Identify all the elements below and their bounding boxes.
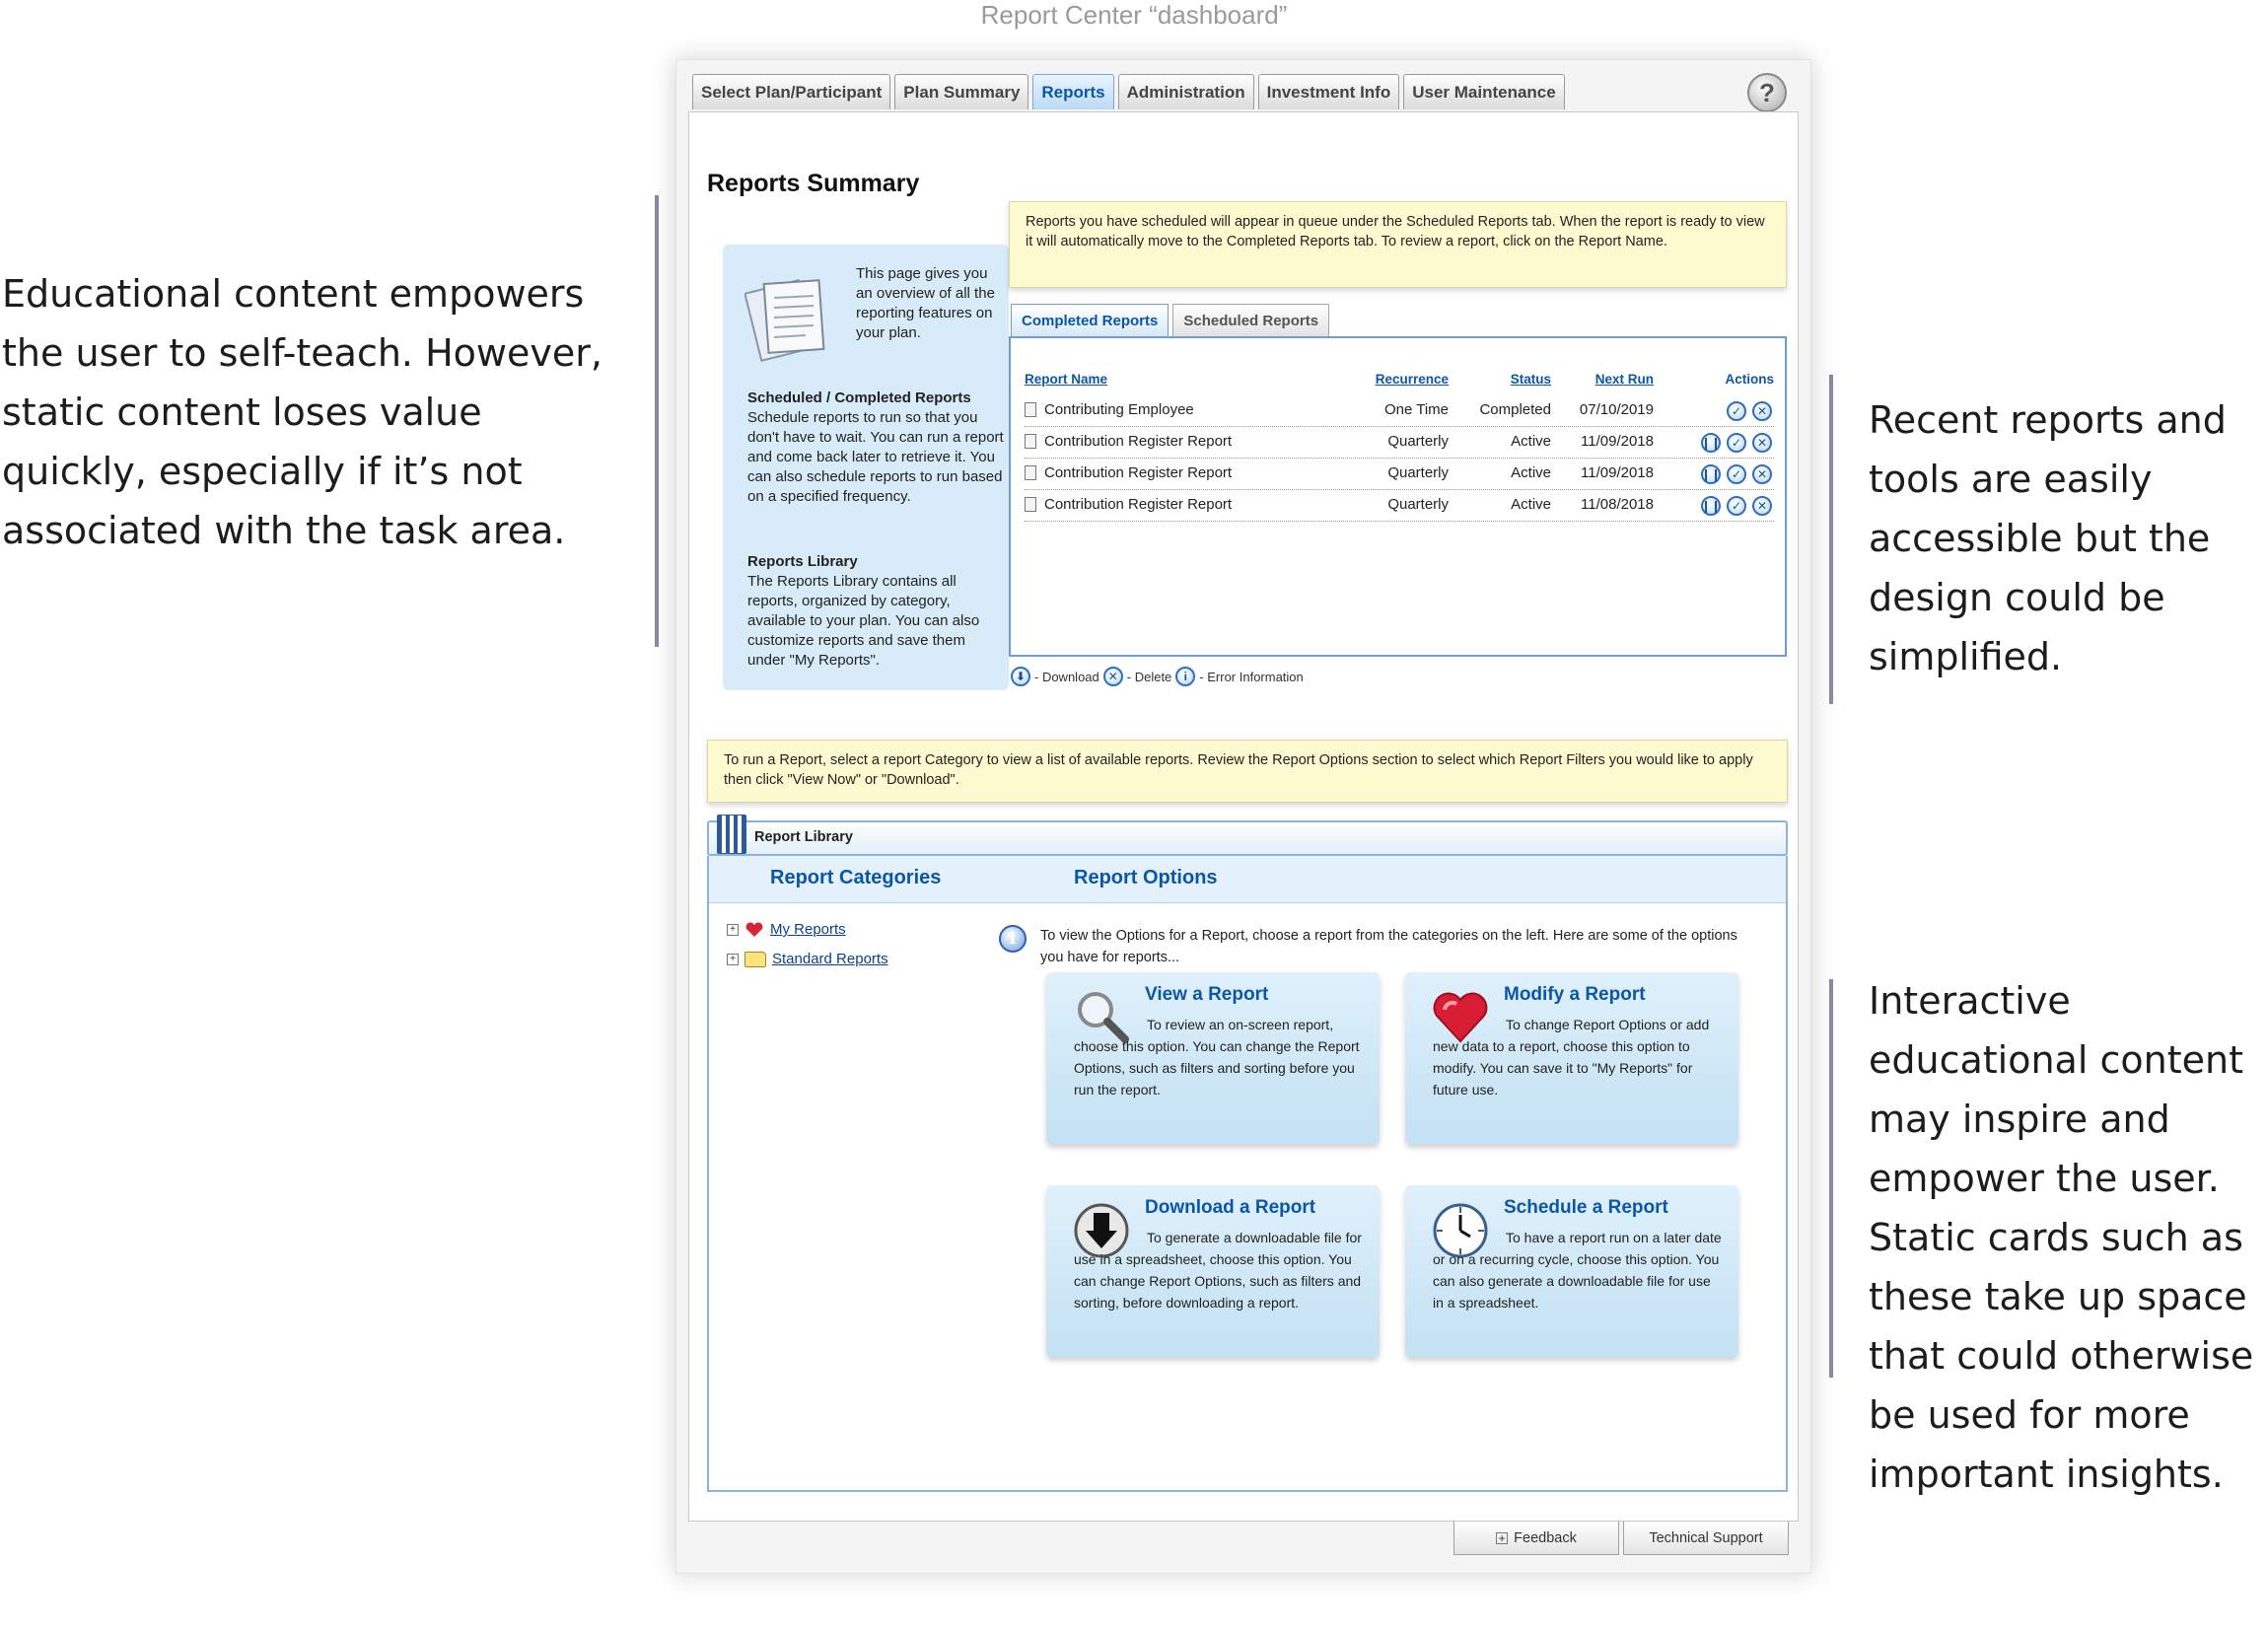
report-name-link[interactable]: Contributing Employee	[1044, 401, 1194, 418]
check-icon[interactable]: ✓	[1727, 401, 1746, 421]
recurrence: Quarterly	[1387, 496, 1449, 513]
info-icon: i	[1175, 667, 1195, 686]
report-status-tabs	[1011, 304, 1329, 337]
report-name-link[interactable]: Contribution Register Report	[1044, 433, 1233, 450]
file-icon	[1025, 402, 1036, 417]
card-title: View a Report	[1145, 984, 1269, 1005]
reports-library-section	[747, 552, 1006, 671]
annotation-left: Educational content empowers the user to self-teach. However, static content loses value quickly, especially if it’s not associated with the task area.	[2, 272, 602, 552]
report-name-link[interactable]: Contribution Register Report	[1044, 464, 1233, 481]
card-title: Schedule a Report	[1504, 1197, 1668, 1218]
scheduled-completed-section	[747, 389, 1006, 507]
feedback-button[interactable]	[1453, 1522, 1619, 1555]
actions-legend	[1011, 667, 1304, 686]
header-status[interactable]: Status	[1510, 372, 1551, 387]
table-row	[1025, 395, 1774, 427]
next-run: 11/09/2018	[1581, 464, 1654, 481]
report-library-title: Report Library	[754, 829, 853, 845]
check-icon[interactable]: ✓	[1727, 464, 1746, 484]
overview-intro-text: This page gives you an overview of all the reporting features on your plan.	[856, 265, 995, 341]
library-books-icon	[717, 815, 746, 854]
check-icon[interactable]: ✓	[1727, 433, 1746, 453]
check-icon[interactable]: ✓	[1727, 496, 1746, 516]
download-icon: ⬇	[1011, 667, 1030, 686]
delete-icon[interactable]: ✕	[1752, 496, 1772, 516]
tab-user-maintenance[interactable]: User Maintenance	[1403, 74, 1565, 109]
documents-icon	[744, 268, 835, 363]
annotation-line-right-top	[1829, 375, 1833, 704]
annotation-line-right-bottom	[1829, 979, 1833, 1378]
report-categories-heading: Report Categories	[770, 867, 942, 888]
tab-administration[interactable]: Administration	[1118, 74, 1254, 109]
tab-completed-reports[interactable]: Completed Reports	[1011, 304, 1169, 337]
header-actions: Actions	[1725, 372, 1774, 387]
status: Completed	[1479, 401, 1551, 418]
header-next-run[interactable]: Next Run	[1595, 372, 1654, 387]
tree-item-my-reports[interactable]	[727, 921, 846, 938]
next-run: 11/08/2018	[1581, 496, 1654, 513]
status: Active	[1511, 464, 1551, 481]
recurrence: Quarterly	[1387, 433, 1449, 450]
page-title: Reports Summary	[707, 170, 920, 197]
report-library-body	[707, 856, 1788, 1492]
annotation-right-bottom: Interactive educational content may inspire and empower the user. Static cards such as these take up space that could otherwise be used for more important insights.	[1869, 979, 2254, 1496]
completed-reports-table	[1009, 336, 1787, 657]
annotation-line-left	[655, 195, 659, 647]
report-options-heading: Report Options	[1074, 867, 1218, 888]
pause-icon[interactable]: ❙❙	[1701, 496, 1721, 516]
tree-item-standard-reports[interactable]	[727, 951, 888, 967]
legend-error: - Error Information	[1199, 669, 1304, 684]
section-title: Scheduled / Completed Reports	[747, 390, 971, 406]
options-info-text	[1009, 925, 1740, 968]
card-title: Download a Report	[1145, 1197, 1316, 1218]
modify-report-card[interactable]	[1405, 972, 1738, 1144]
legend-delete: - Delete	[1126, 669, 1172, 684]
legend-download: - Download	[1034, 669, 1099, 684]
pause-icon[interactable]: ❙❙	[1701, 433, 1721, 453]
next-run: 11/09/2018	[1581, 433, 1654, 450]
expand-icon[interactable]: +	[727, 954, 739, 965]
my-reports-link[interactable]: My Reports	[770, 921, 846, 938]
delete-icon[interactable]: ✕	[1752, 433, 1772, 453]
scheduled-reports-note: Reports you have scheduled will appear in queue under the Scheduled Reports tab. When the report is ready to view it will automatically move to the Completed Reports tab. To review a report, click on the Report Name.	[1009, 201, 1787, 288]
delete-icon[interactable]: ✕	[1752, 401, 1772, 421]
tab-plan-summary[interactable]: Plan Summary	[894, 74, 1028, 109]
feedback-label: Feedback	[1514, 1529, 1577, 1546]
report-name-link[interactable]: Contribution Register Report	[1044, 496, 1233, 513]
tab-select-plan[interactable]: Select Plan/Participant	[692, 74, 890, 109]
file-icon	[1025, 465, 1036, 480]
table-row	[1025, 459, 1774, 490]
section-text: The Reports Library contains all reports, organized by category, available to your plan. You can also customize reports and save them under "My Reports".	[747, 573, 980, 669]
view-report-card[interactable]	[1046, 972, 1380, 1144]
recurrence: Quarterly	[1387, 464, 1449, 481]
schedule-report-card[interactable]	[1405, 1185, 1738, 1357]
section-text: Schedule reports to run so that you don't have to wait. You can run a report and come back later to retrieve it. You can also schedule reports to run based on a specified frequency.	[747, 409, 1004, 505]
folder-icon	[744, 952, 766, 967]
delete-icon: ✕	[1103, 667, 1123, 686]
info-icon: i	[999, 925, 1027, 953]
library-column-headers	[709, 856, 1786, 903]
tab-scheduled-reports[interactable]: Scheduled Reports	[1172, 304, 1329, 337]
pause-icon[interactable]: ❙❙	[1701, 464, 1721, 484]
card-text: To have a report run on a later date or on a recurring cycle, choose this option. You can also generate a downloadable file for use in a spreadsheet.	[1433, 1230, 1722, 1311]
delete-icon[interactable]: ✕	[1752, 464, 1772, 484]
reports-panel	[688, 111, 1799, 1522]
standard-reports-link[interactable]: Standard Reports	[772, 951, 888, 967]
card-text: To review an on-screen report, choose this option. You can change the Report Options, such as filters and sorting before you run the report.	[1074, 1017, 1360, 1098]
heart-icon	[744, 922, 764, 938]
report-center-screenshot	[675, 59, 1811, 1574]
card-title: Modify a Report	[1504, 984, 1646, 1005]
file-icon	[1025, 434, 1036, 449]
table-row	[1025, 490, 1774, 522]
help-icon[interactable]: ?	[1747, 73, 1787, 112]
expand-icon: +	[1496, 1532, 1508, 1544]
tab-investment-info[interactable]: Investment Info	[1258, 74, 1400, 109]
tab-reports[interactable]: Reports	[1032, 74, 1113, 109]
card-text: To change Report Options or add new data to a report, choose this option to modify. You can save it to "My Reports" for future use.	[1433, 1017, 1710, 1098]
overview-info-box	[723, 245, 1009, 690]
figure-caption: Report Center “dashboard”	[980, 0, 1288, 30]
section-title: Reports Library	[747, 553, 858, 570]
status: Active	[1511, 433, 1551, 450]
file-icon	[1025, 497, 1036, 512]
recurrence: One Time	[1383, 401, 1449, 418]
download-report-card[interactable]	[1046, 1185, 1380, 1357]
options-info-message: To view the Options for a Report, choose a report from the categories on the left. Here are some of the options you have for reports...	[1040, 928, 1737, 965]
run-report-note: To run a Report, select a report Category to view a list of available reports. Review the Report Options section to select which Report Filters you would like to apply then click "View Now" or "Download".	[707, 740, 1788, 803]
header-recurrence[interactable]: Recurrence	[1375, 372, 1449, 387]
annotation-right-top: Recent reports and tools are easily accessible but the design could be simplified.	[1869, 398, 2227, 678]
header-report-name[interactable]: Report Name	[1025, 372, 1108, 387]
technical-support-label: Technical Support	[1649, 1529, 1763, 1546]
expand-icon[interactable]: +	[727, 924, 739, 936]
card-text: To generate a downloadable file for use in a spreadsheet, choose this option. You can change Report Options, such as filters and sorting, before downloading a report.	[1074, 1230, 1362, 1311]
main-nav-tabs	[692, 74, 1565, 109]
report-library-header	[707, 820, 1788, 856]
table-row	[1025, 427, 1774, 459]
technical-support-button[interactable]	[1623, 1522, 1789, 1555]
status: Active	[1511, 496, 1551, 513]
next-run: 07/10/2019	[1579, 401, 1654, 418]
